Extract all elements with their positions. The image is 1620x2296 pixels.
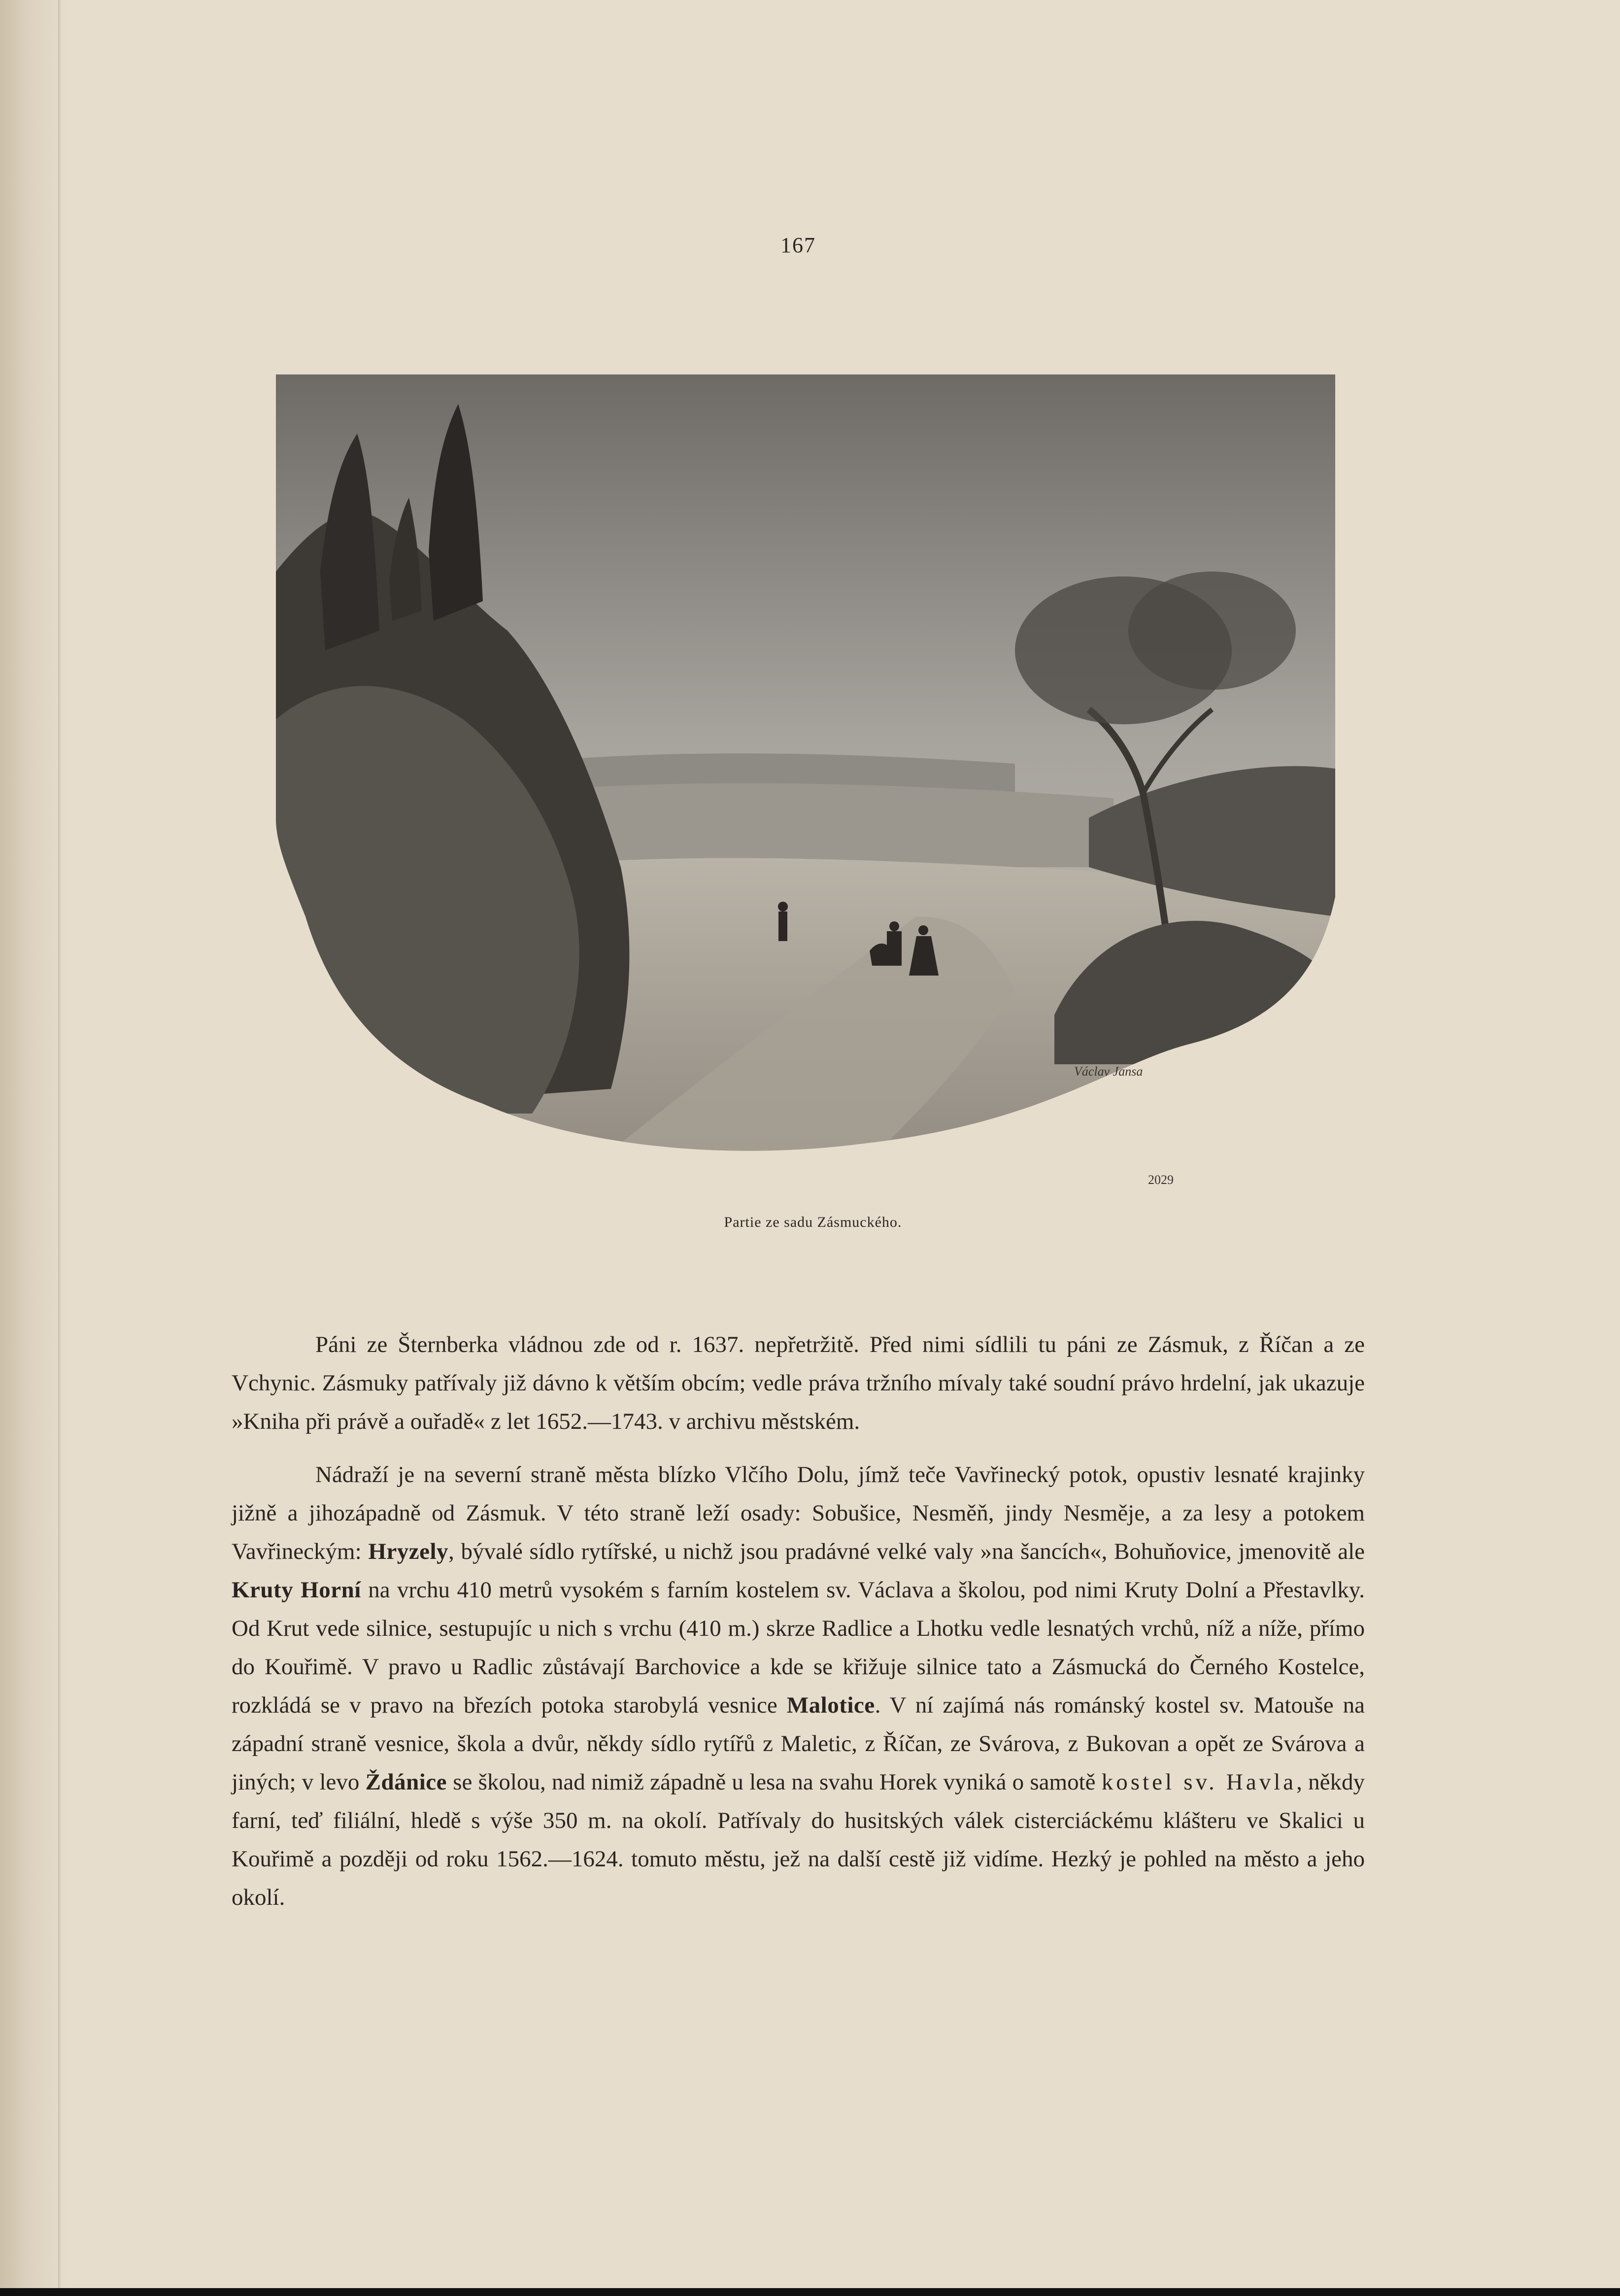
- artist-signature: Václav Jansa: [1074, 1064, 1143, 1079]
- landscape-engraving: [276, 374, 1335, 1182]
- place-name-bold: Kruty Horní: [232, 1577, 361, 1603]
- place-name-bold: Malotice: [786, 1692, 875, 1718]
- paragraph-text: Páni ze Šternberka vládnou zde od r. 1637. nepřetržitě. Před nimi sídlili tu páni ze Zásmuk, z Říčan a ze Vchynic. Zásmuky patřívaly již dávno k větším obcím; vedle práva tržního mívaly také soudní právo hrdelní, jak ukazuje »Kniha při právě a ouřadě« z let 1652.—1743. v archivu městském.: [232, 1332, 1365, 1434]
- place-name-bold: Ždánice: [365, 1769, 447, 1795]
- plate-number: 2029: [1148, 1173, 1174, 1187]
- spaced-emphasis: kostel sv. Havla: [1101, 1769, 1297, 1795]
- paragraph-text: se školou, nad nimiž západně u lesa na svahu Horek vyniká o samotě: [447, 1769, 1102, 1795]
- illustration-caption: Partie ze sadu Zásmuckého.: [724, 1214, 902, 1230]
- paragraph-text: , někdy farní, teď filiální, hledě s výše 350 m. na okolí. Patřívaly do husitských válek cisterciáckému klášteru ve Skalici u Kouřimě a později od roku 1562.—1624. tomuto městu, jež na další cestě již vidíme. Hezký je pohled na město a jeho okolí.: [232, 1769, 1365, 1910]
- body-text: [232, 1325, 1365, 1931]
- paragraph: [232, 1325, 1365, 1441]
- scan-bottom-edge: [0, 2288, 1620, 2296]
- paragraph-text: . V ní zajímá nás románský kostel sv. Matouše na západní straně vesnice, škola a dvůr, někdy sídlo rytířů z Maletic, z Říčan, ze Svárova, z Bukovan a opět ze Svárova a jiných; v levo: [232, 1692, 1365, 1795]
- paragraph: [232, 1455, 1365, 1917]
- paragraph-text: , bývalé sídlo rytířské, u nichž jsou pradávné velké valy »na šancích«, Bohuňovice, jmenovitě ale: [448, 1539, 1365, 1564]
- binding-fold: [58, 0, 61, 2296]
- page-number: 167: [780, 233, 816, 257]
- paragraph-text: na vrchu 410 metrů vysokém s farním kostelem sv. Václava a školou, pod nimi Kruty Dolní a Přestavlky. Od Krut vede silnice, sestupujíc u nich s vrchu (410 m.) skrze Radlice a Lhotku vedle lesnatých vrchů, níž a níže, přímo do Kouřimě. V pravo u Radlic zůstávají Barchovice a kde se křižuje silnice tato a Zásmucká do Černého Kostelce, rozkládá se v pravo na březích potoka starobylá vesnice: [232, 1577, 1365, 1718]
- place-name-bold: Hryzely: [368, 1539, 449, 1564]
- paragraph-text: Nádraží je na severní straně města blízko Vlčího Dolu, jímž teče Vavřinecký potok, opustiv lesnaté krajinky jižně a jihozápadně od Zásmuk. V této straně leží osady: Sobušice, Nesměň, jindy Nesměje, a za lesy a potokem Vavřineckým:: [232, 1462, 1365, 1564]
